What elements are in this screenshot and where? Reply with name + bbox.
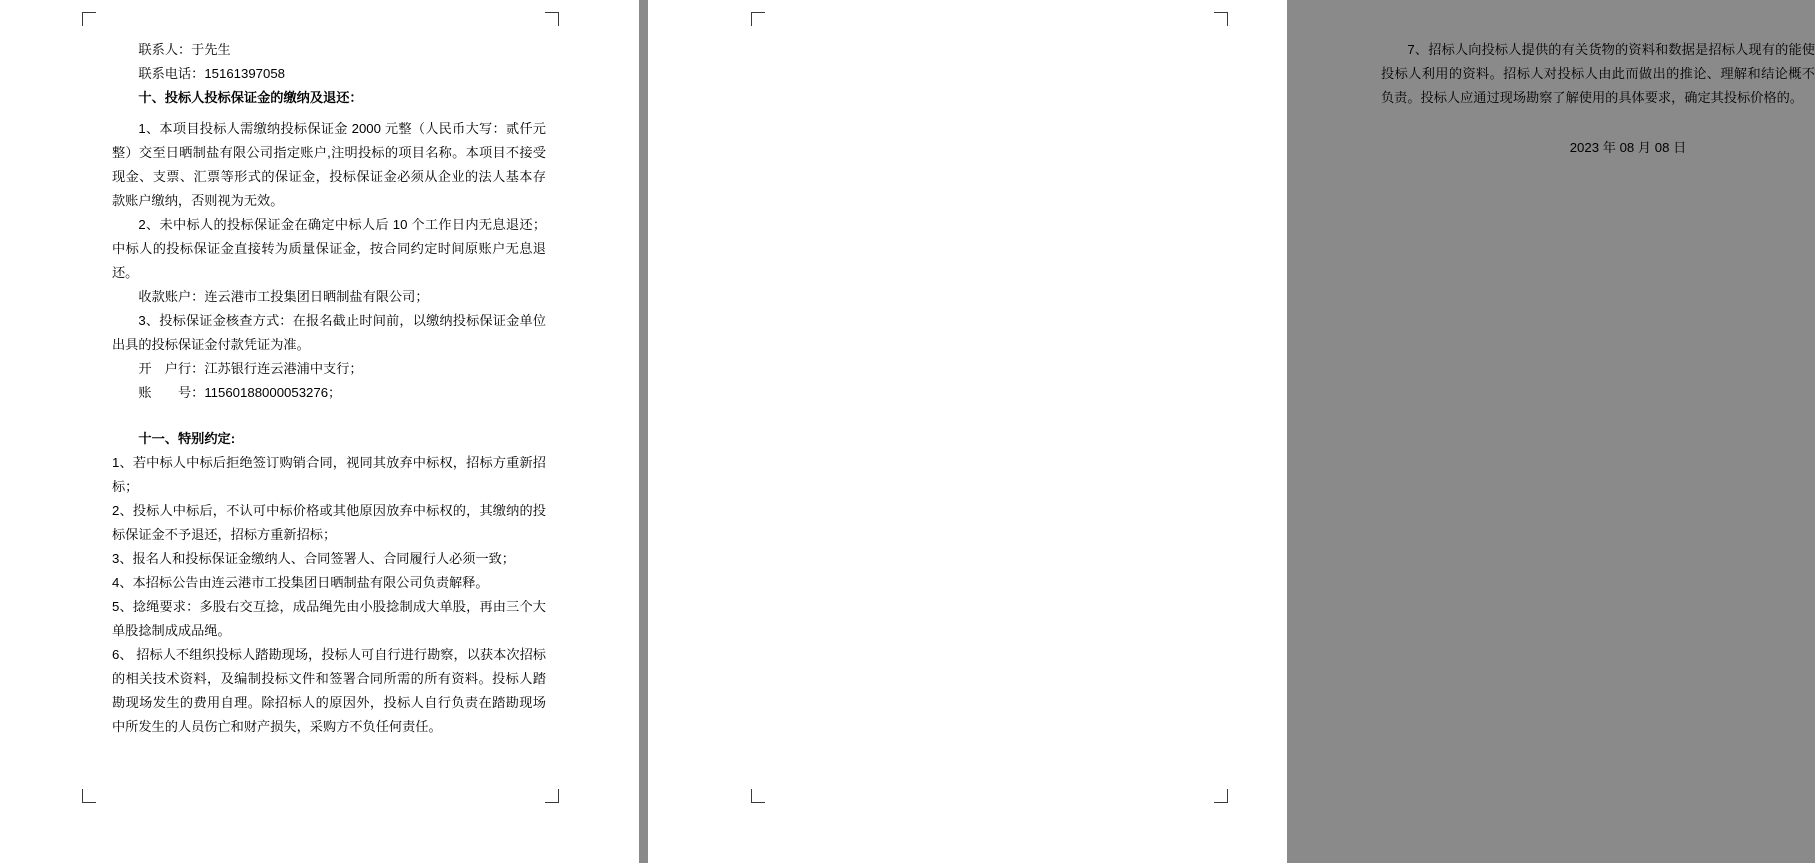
document-date: 2023 年 08 月 08 日 xyxy=(1569,140,1687,155)
payee-account: 收款账户：连云港市工投集团日晒制盐有限公司； xyxy=(138,289,429,304)
bank-name: 开 户行：江苏银行连云港浦中支行； xyxy=(138,361,363,376)
crop-mark-bottom-right-icon xyxy=(1214,789,1228,803)
contact-person: 联系人：于先生 xyxy=(138,42,231,57)
crop-mark-bottom-left-icon xyxy=(82,789,96,803)
section-eleven-title: 十一、特别约定: xyxy=(138,431,236,446)
clause-10-3: 3、投标保证金核查方式：在报名截止时间前，以缴纳投标保证金单位出具的投标保证金付款凭证为准。 xyxy=(112,313,546,352)
clause-11-3: 3、报名人和投标保证金缴纳人、合同签署人、合同履行人必须一致； xyxy=(112,551,515,566)
crop-mark-bottom-left-icon xyxy=(751,789,765,803)
clause-11-5: 5、捻绳要求：多股右交互捻，成品绳先由小股捻制成大单股，再由三个大单股捻制成成品绳。 xyxy=(112,599,546,638)
page-right-content xyxy=(1381,38,1815,160)
crop-mark-top-left-icon xyxy=(82,12,96,26)
crop-mark-bottom-right-icon xyxy=(545,789,559,803)
clause-10-1: 1、本项目投标人需缴纳投标保证金 2000 元整（人民币大写：贰仟元整）交至日晒制盐有限公司指定账户,注明投标的项目名称。本项目不接受现金、支票、汇票等形式的保证金，投标保证金必须从企业的法人基本存款账户缴纳，否则视为无效。 xyxy=(112,121,546,208)
clause-11-6: 6、 招标人不组织投标人踏勘现场，投标人可自行进行勘察，以获本次招标的相关技术资料，及编制投标文件和签署合同所需的所有资料。投标人踏勘现场发生的费用自理。除招标人的原因外，投标人自行负责在踏勘现场中所发生的人员伤亡和财产损失，采购方不负任何责任。 xyxy=(112,647,546,734)
page-divider xyxy=(639,0,648,863)
crop-mark-top-right-icon xyxy=(545,12,559,26)
clause-11-2: 2、投标人中标后，不认可中标价格或其他原因放弃中标权的，其缴纳的投标保证金不予退还，招标方重新招标； xyxy=(112,503,546,542)
spacer xyxy=(112,110,546,117)
crop-mark-top-left-icon xyxy=(751,12,765,26)
crop-mark-top-right-icon xyxy=(1214,12,1228,26)
clause-10-2: 2、未中标人的投标保证金在确定中标人后 10 个工作日内无息退还；中标人的投标保证金直接转为质量保证金，按合同约定时间原账户无息退还。 xyxy=(112,217,546,280)
page-left-content xyxy=(112,38,546,739)
page-left xyxy=(0,0,639,863)
section-ten-title: 十、投标人投标保证金的缴纳及退还： xyxy=(138,90,363,105)
clause-11-1: 1、若中标人中标后拒绝签订购销合同，视同其放弃中标权，招标方重新招标； xyxy=(112,455,546,494)
bank-account: 账 号：11560188000053276； xyxy=(138,385,342,400)
contact-phone: 联系电话：15161397058 xyxy=(138,66,286,81)
page-right xyxy=(648,0,1815,863)
clause-11-4: 4、本招标公告由连云港市工投集团日晒制盐有限公司负责解释。 xyxy=(112,575,489,590)
clause-11-7: 7、招标人向投标人提供的有关货物的资料和数据是招标人现有的能使投标人利用的资料。招标人对投标人由此而做出的推论、理解和结论概不负责。投标人应通过现场勘察了解使用的具体要求，确定其投标价格的。 xyxy=(1381,42,1815,105)
